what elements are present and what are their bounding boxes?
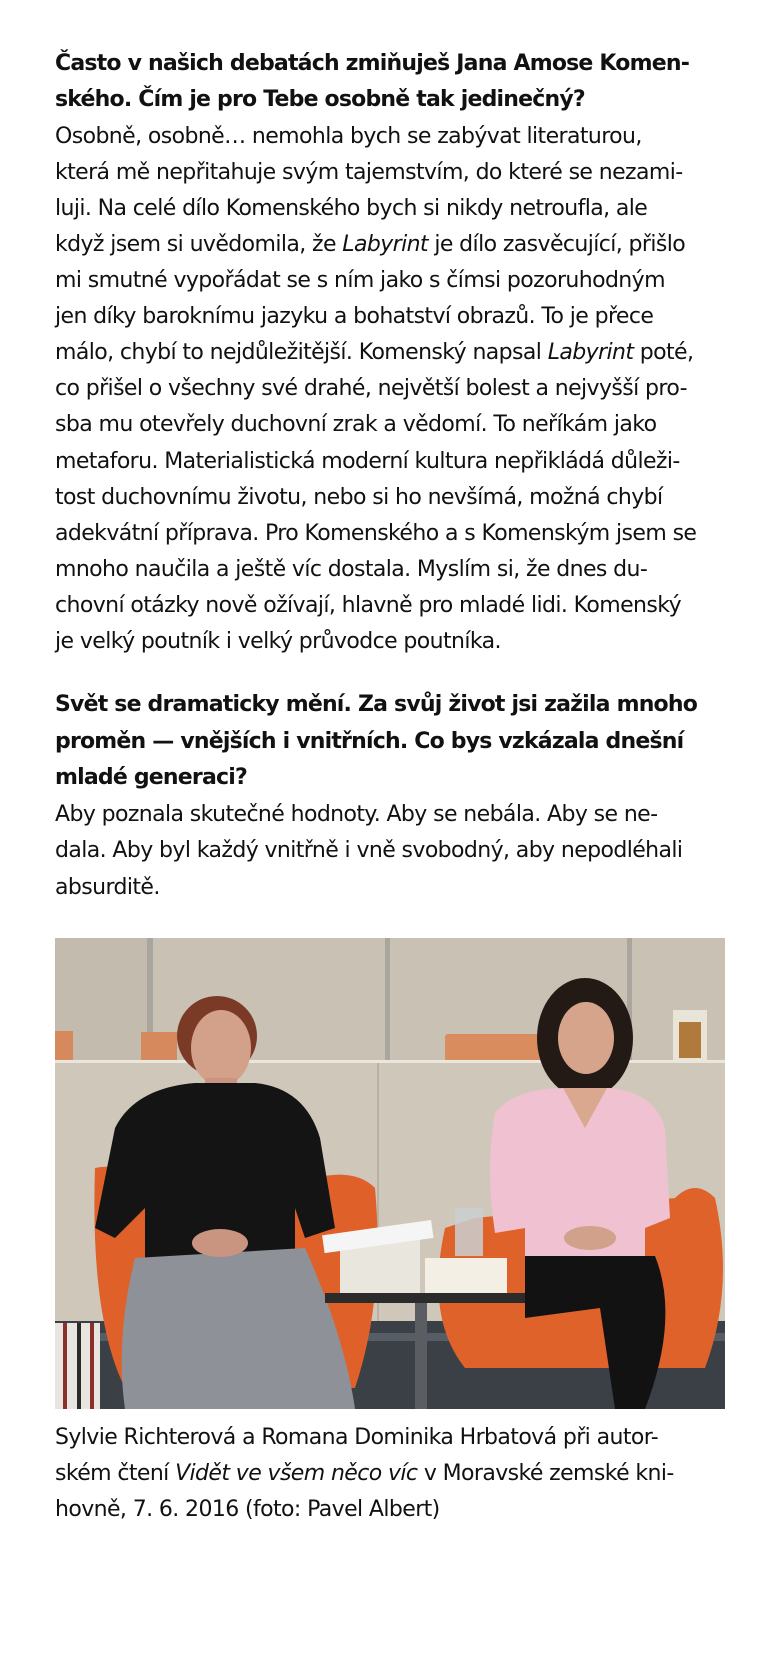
answer-1-line: chovní otázky nově ožívají, hlavně pro mladé lidi. Komenský (55, 593, 681, 618)
photo-book-display-cover (679, 1022, 701, 1058)
question-2-line-1: Svět se dramaticky mění. Za svůj život jsi zažila mnoho (55, 692, 698, 717)
answer-1-line: luji. Na celé dílo Komenského bych si nikdy netroufla, ale (55, 196, 648, 221)
answer-1-line (55, 234, 685, 256)
photo-bag-stripe (77, 1323, 81, 1409)
answer-1-line: tost duchovnímu životu, nebo si ho nevšímá, možná chybí (55, 485, 663, 510)
photo-caption-line-3: hovně, 7. 6. 2016 (foto: Pavel Albert) (55, 1497, 440, 1522)
question-2-line-3: mladé generaci? (55, 765, 247, 790)
text: je dílo zasvěcující, přišlo (427, 232, 686, 257)
question-1-line-1: Často v našich debatách zmiňuješ Jana Amose Komen- (55, 51, 690, 76)
photo-glass (455, 1208, 483, 1256)
photo-bag-stripe (63, 1323, 67, 1409)
photo-wall-seam (385, 938, 390, 1063)
photo-books-stack (425, 1258, 507, 1293)
answer-1-line: je velký poutník i velký průvodce poutníka. (55, 629, 501, 654)
photo-back-chair (141, 1032, 177, 1063)
question-1-line-2: ského. Čím je pro Tebe osobně tak jedinečný? (55, 87, 585, 112)
photo-woman-left-hands (192, 1229, 248, 1257)
photo-back-chair (55, 1031, 73, 1063)
text: poté, (633, 340, 694, 365)
photo-caption-line-2 (55, 1463, 674, 1485)
photo-caption-line-1: Sylvie Richterová a Romana Dominika Hrbatová při autor- (55, 1425, 659, 1450)
answer-1-line: co přišel o všechny své drahé, největší bolest a nejvyšší pro- (55, 376, 687, 401)
question-2-line-2: proměn — vnějších i vnitřních. Co bys vzkázala dnešní (55, 729, 684, 754)
photo-woman-right-hands (564, 1226, 616, 1250)
photo-woman-left-face (191, 1010, 251, 1086)
answer-1-line: mnoho naučila a ještě víc dostala. Myslím si, že dnes du- (55, 557, 648, 582)
answer-2-line: absurditě. (55, 875, 160, 900)
event-photo (55, 938, 725, 1409)
text: ském čtení (55, 1461, 176, 1486)
text: v Moravské zemské kni- (417, 1461, 674, 1486)
answer-1-line: jen díky baroknímu jazyku a bohatství obrazů. To je přece (55, 304, 654, 329)
book-title-labyrint: Labyrint (547, 340, 634, 365)
answer-1-line (55, 342, 693, 364)
photo-table (325, 1293, 525, 1303)
answer-2-line: dala. Aby byl každý vnitřně i vně svobodný, aby nepodléhali (55, 838, 683, 863)
answer-2-line: Aby poznala skutečné hodnoty. Aby se nebála. Aby se ne- (55, 802, 658, 827)
answer-1-line: mi smutné vypořádat se s ním jako s čímsi pozoruhodným (55, 268, 665, 293)
answer-1-line: adekvátní příprava. Pro Komenského a s Komenským jsem se (55, 521, 697, 546)
photo-bag-stripe (90, 1323, 94, 1409)
photo-table-leg (415, 1303, 427, 1409)
text: málo, chybí to nejdůležitější. Komenský napsal (55, 340, 548, 365)
answer-1-line: Osobně, osobně… nemohla bych se zabývat literaturou, (55, 124, 642, 149)
photo-woman-right-face (558, 1002, 614, 1074)
book-title: Vidět ve všem něco víc (175, 1461, 418, 1486)
book-title-labyrint: Labyrint (342, 232, 428, 257)
answer-1-line: která mě nepřitahuje svým tajemstvím, do které se nezami- (55, 160, 683, 185)
text: když jsem si uvědomila, že (55, 232, 343, 257)
answer-1-line: metaforu. Materialistická moderní kultura nepřikládá důleži- (55, 449, 680, 474)
answer-1-line: sba mu otevřely duchovní zrak a vědomí. To neříkám jako (55, 412, 657, 437)
